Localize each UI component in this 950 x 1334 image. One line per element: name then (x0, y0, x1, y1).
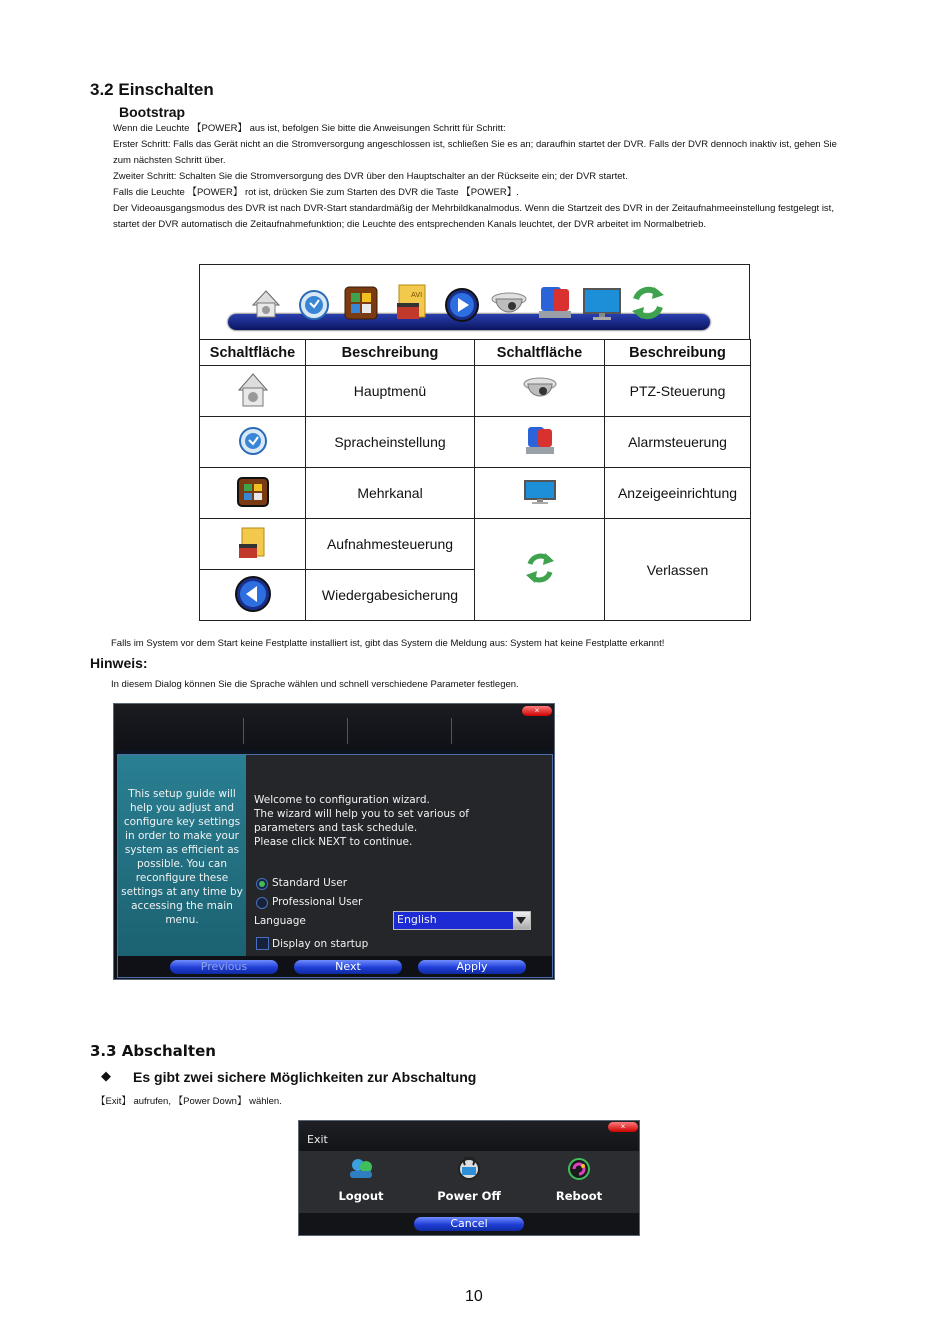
alarm-icon (539, 287, 571, 318)
welcome-text (254, 793, 544, 849)
logout-icon (348, 1157, 374, 1179)
description-cell: Hauptmenü (306, 366, 475, 417)
exit-dialog-footer (299, 1213, 639, 1235)
playback-icon (446, 289, 478, 321)
paragraph: Erster Schritt: Falls das Gerät nicht an die Stromversorgung angeschlossen ist, schließen Sie es an; daraufhin startet der DVR. Falls der DVR dennoch inaktiv ist, gehen Sie zum nächsten Schritt über. (113, 139, 837, 166)
home-icon (236, 371, 270, 409)
icon-description-table (199, 339, 751, 621)
page-number: 10 (465, 1288, 483, 1305)
playback-icon (234, 575, 272, 613)
description-cell: Anzeigeeinrichtung (605, 468, 751, 519)
reboot-icon (567, 1157, 591, 1181)
chevron-down-icon[interactable] (513, 912, 530, 929)
logout-label: Logout (338, 1189, 384, 1203)
icon-cell (475, 366, 605, 417)
wizard-footer (118, 956, 552, 977)
close-button[interactable]: × (522, 706, 552, 716)
hdd-note: Falls im System vor dem Start keine Festplatte installiert ist, gibt das System die Meldung aus: System hat keine Festplatte erkannt! (111, 638, 665, 649)
icon-cell (200, 570, 306, 621)
alarm-icon (524, 425, 556, 457)
paragraph: Zweiter Schritt: Schalten Sie die Stromversorgung des DVR über den Hauptschalter an der Rückseite ein; der DVR startet. (113, 171, 628, 182)
icon-cell (200, 417, 306, 468)
shutdown-bullet-text: Es gibt zwei sichere Möglichkeiten zur Abschaltung (133, 1069, 477, 1085)
icon-cell (200, 366, 306, 417)
home-icon (253, 291, 279, 317)
toolbar-icons (200, 265, 749, 340)
professional-user-label: Professional User (272, 896, 363, 908)
ptz-camera-icon (522, 375, 558, 405)
welcome-line: Welcome to configuration wizard. (254, 794, 430, 806)
divider (347, 718, 348, 744)
paragraph: Falls die Leuchte 【POWER】 rot ist, drücken Sie zum Starten des DVR die Taste 【POWER】. (113, 187, 519, 198)
description-cell: Verlassen (605, 519, 751, 621)
standard-user-label: Standard User (272, 877, 348, 889)
recording-icon (237, 526, 269, 560)
description-cell: Aufnahmesteuerung (306, 519, 475, 570)
column-header: Beschreibung (605, 340, 751, 366)
table-row (200, 417, 751, 468)
close-button[interactable]: × (608, 1122, 638, 1132)
previous-button[interactable]: Previous (170, 960, 278, 974)
divider (243, 718, 244, 744)
column-header: Schaltfläche (475, 340, 605, 366)
bullet-diamond-icon: ◆ (101, 1068, 111, 1083)
setup-wizard-dialog (113, 703, 555, 980)
welcome-line: Please click NEXT to continue. (254, 836, 413, 848)
table-header-row (200, 340, 751, 366)
wizard-body (117, 754, 553, 978)
subtitle-bootstrap: Bootstrap (119, 104, 186, 120)
section-title-abschalten: 3.3 Abschalten (90, 1042, 216, 1060)
toolbar-preview (199, 264, 750, 340)
standard-user-radio[interactable] (256, 878, 268, 890)
icon-cell (475, 519, 605, 621)
sidebar-guide-text: This setup guide will help you adjust and configure key settings in order to make your system as efficient as possible. You can reconfigure these settings at any time by accessing the main menu. (121, 788, 243, 926)
paragraph: Der Videoausgangsmodus des DVR ist nach DVR-Start standardmäßig der Mehrbildkanalmodus. Wenn die Startzeit des DVR in der Zeitaufnahmeeinstellung festgelegt ist, startet der DVR automatisch die Zeitaufnahmefunktion; die Leuchte des entsprechenden Kanals leuchtet, der DVR arbeitet im Normalbetrieb. (113, 203, 834, 230)
wizard-sidebar (118, 755, 246, 956)
table-row (200, 519, 751, 570)
hint-title: Hinweis: (90, 655, 148, 671)
exit-dialog (298, 1120, 640, 1236)
description-cell: Spracheinstellung (306, 417, 475, 468)
power-off-button[interactable] (436, 1157, 502, 1207)
section-title-einschalten: 3.2 Einschalten (90, 80, 214, 99)
multichannel-icon (345, 287, 377, 319)
wizard-header (114, 704, 554, 750)
logout-button[interactable] (329, 1157, 393, 1207)
icon-cell (200, 468, 306, 519)
cancel-button[interactable]: Cancel (414, 1217, 524, 1231)
description-cell: Wiedergabesicherung (306, 570, 475, 621)
icon-cell (200, 519, 306, 570)
professional-user-radio[interactable] (256, 897, 268, 909)
description-cell: Alarmsteuerung (605, 417, 751, 468)
language-select[interactable] (393, 911, 531, 930)
exit-dialog-title: Exit (307, 1133, 328, 1146)
multichannel-icon (236, 476, 270, 508)
language-label: Language (254, 915, 306, 927)
reboot-button[interactable] (547, 1157, 611, 1207)
welcome-line: The wizard will help you to set various of (254, 808, 469, 820)
exit-icon (523, 551, 557, 585)
language-value: English (397, 913, 437, 926)
hint-text: In diesem Dialog können Sie die Sprache wählen und schnell verschiedene Parameter festlegen. (111, 679, 519, 690)
ptz-camera-icon (492, 293, 526, 312)
reboot-label: Reboot (555, 1189, 603, 1203)
exit-dialog-header (299, 1121, 639, 1151)
display-on-startup-label: Display on startup (272, 938, 369, 950)
svg-text:AVI: AVI (411, 291, 423, 299)
display-icon (523, 478, 557, 506)
apply-button[interactable]: Apply (418, 960, 526, 974)
welcome-line: parameters and task schedule. (254, 822, 418, 834)
icon-cell (475, 468, 605, 519)
language-icon (300, 291, 328, 319)
table-row (200, 468, 751, 519)
column-header: Schaltfläche (200, 340, 306, 366)
description-cell: PTZ-Steuerung (605, 366, 751, 417)
table-row (200, 366, 751, 417)
display-icon (584, 289, 620, 320)
exit-icon (632, 287, 664, 319)
power-off-label: Power Off (437, 1189, 501, 1203)
language-icon (237, 425, 269, 457)
description-cell: Mehrkanal (306, 468, 475, 519)
icon-cell (475, 417, 605, 468)
paragraph: Wenn die Leuchte 【POWER】 aus ist, befolgen Sie bitte die Anweisungen Schritt für Schritt: (113, 123, 506, 134)
next-button[interactable]: Next (294, 960, 402, 974)
icon-table-wrapper (199, 264, 750, 619)
power-off-icon (457, 1157, 481, 1181)
shutdown-instruction: 【Exit】 aufrufen, 【Power Down】 wählen. (96, 1096, 282, 1107)
display-on-startup-checkbox[interactable] (256, 937, 269, 950)
divider (451, 718, 452, 744)
recording-icon (397, 285, 425, 319)
column-header: Beschreibung (306, 340, 475, 366)
